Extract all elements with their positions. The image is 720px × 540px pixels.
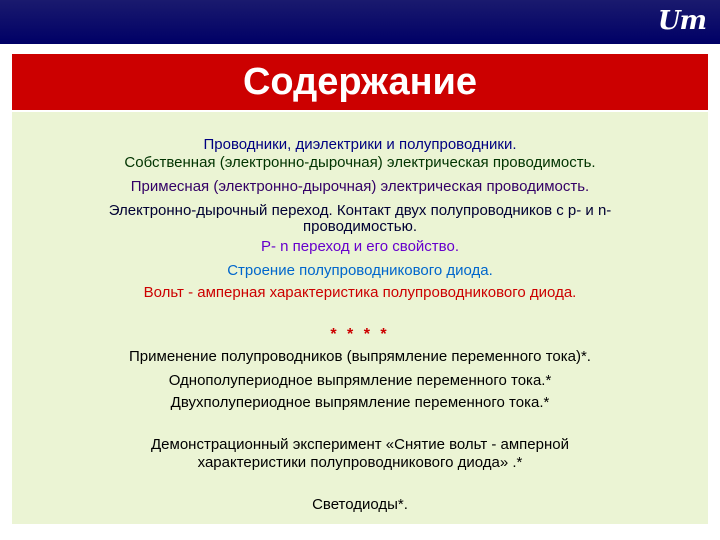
list-item: Вольт - амперная характеристика полупроводникового диода.	[143, 284, 577, 301]
page-title: Содержание	[242, 60, 478, 103]
list-item: Проводники, диэлектрики и полупроводники.	[203, 136, 517, 153]
title-bar	[12, 54, 708, 110]
list-item: Двухполупериодное выпрямление переменного тока.*	[170, 394, 550, 411]
list-item: Строение полупроводникового диода.	[227, 262, 493, 279]
list-item: Электронно-дырочный переход. Контакт двух полупроводников с р- и n-	[108, 202, 612, 219]
list-item: Р- n переход и его свойство.	[260, 238, 459, 255]
separator-stars: * * * *	[330, 326, 390, 343]
list-item: Применение полупроводников (выпрямление переменного тока)*.	[129, 348, 591, 365]
logo: Um	[657, 6, 706, 36]
list-item: Однополупериодное выпрямление переменного тока.*	[168, 372, 552, 389]
list-item: Демонстрационный эксперимент «Снятие вольт - амперной	[151, 436, 569, 453]
top-bar	[0, 0, 720, 44]
contents-list	[12, 112, 708, 524]
list-item: Примесная (электронно-дырочная) электрическая проводимость.	[130, 178, 590, 195]
list-item: проводимостью.	[302, 218, 417, 235]
list-item: Светодиоды*.	[312, 496, 408, 513]
list-item: характеристики полупроводникового диода» .*	[197, 454, 523, 471]
list-item: Собственная (электронно-дырочная) электрическая проводимость.	[124, 154, 596, 171]
